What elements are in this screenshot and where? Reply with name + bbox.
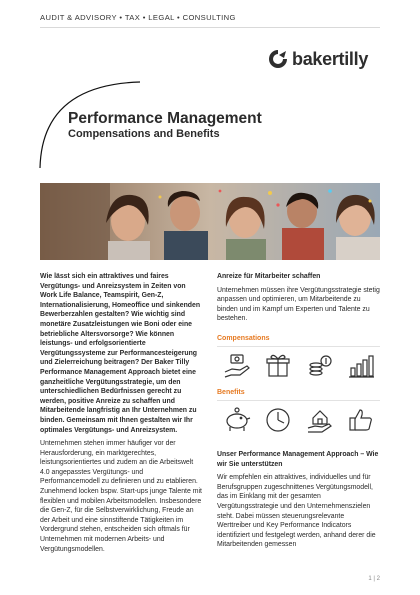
compensations-label: Compensations: [217, 335, 270, 342]
house-hand-icon: [305, 406, 335, 434]
brand-name: bakertilly: [292, 48, 369, 69]
compensation-icons: [222, 352, 376, 380]
gift-box-icon: [263, 352, 293, 380]
tagline: AUDIT & ADVISORY • TAX • LEGAL • CONSULTING: [40, 13, 236, 22]
right-column: [217, 272, 380, 330]
hero-photo: [40, 183, 380, 260]
coins-stack-icon: [305, 352, 335, 380]
page-subtitle: Compensations and Benefits: [68, 128, 220, 140]
approach-section: [217, 450, 380, 556]
benefits-divider: [217, 400, 380, 401]
benefits-label: Benefits: [217, 389, 245, 396]
benefit-icons: [222, 406, 376, 434]
page-title: Performance Management: [68, 110, 262, 127]
incentives-heading: Anreize für Mitarbeiter schaffen: [217, 273, 321, 280]
thumbs-up-icon: [346, 406, 376, 434]
approach-paragraph: Wir empfehlen ein attraktives, individuelles und für Berufsgruppen zugeschnittenes Vergütungsmodell, das im Einklang mit der gesamten Vergütungsstrategie und den Unternehmenszielen steht. Dabei müssen steuerungsrelevante Werttreiber und Key Performance Indicators identifiziert und festgelegt werden, anhand derer die Mitarbeitenden gemessen: [217, 474, 376, 549]
money-hand-icon: [222, 352, 252, 380]
body-paragraph: Unternehmen stehen immer häufiger vor der Herausforderung, ein marktgerechtes, leistungsorientiertes und zudem an die Arbeitswelt 4.0 angepasstes Vergütungs- und Performancemodell zu definieren und zu etablieren. Zunehmend locken bspw. Start-ups junge Talente mit flexiblen und mobilen Arbeitsmodellen. Insbesondere die Gen-Z, für die Selbstverwirklichung, Freude an der Arbeit und eine sinnstiftende Tätigkeiten im Vordergrund stehen, entscheiden sich oftmals für Unternehmen mit modernen Arbeits- und Vergütungsmodellen.: [40, 440, 202, 553]
piggy-bank-icon: [222, 406, 252, 434]
compensations-divider: [217, 346, 380, 347]
approach-heading: Unser Performance Management Approach – Wie wir Sie unterstützen: [217, 451, 379, 468]
page-number: 1 | 2: [368, 576, 380, 582]
incentives-paragraph: Unternehmen müssen ihre Vergütungsstrategie stetig anpassen und optimieren, um Mitarbeitende zu binden und im Kampf um Experten und Talente zu bestehen.: [217, 286, 380, 323]
bar-chart-icon: [346, 352, 376, 380]
clock-icon: [263, 406, 293, 434]
intro-paragraph: Wie lässt sich ein attraktives und faires Vergütungs- und Anreizsystem in Zeiten von Work Life Balance, Teamspirit, Gen-Z, Internationalisierung, Homeoffice und sinkenden Bewerberzahlen gestalten? Wie wichtig sind monetäre Zusatzleistungen wie Boni oder eine betriebliche Altersvorsorge? Wie können leistungs- und erfolgsorientierte Vergütungssysteme zur Performancesteigerung und Zielerreichung beitragen? Der Baker Tilly Performance Management Approach bietet eine ganzheitliche Vergütungsstrategie, um den unterschiedlichen Bedürfnissen gerecht zu werden, positive Anreize zu schaffen und Mitarbeitende langfristig an Ihr Unternehmen zu binden. Gemeinsam mit Ihnen gestalten wir Ihr optimales Vergütungs- und Anreizsystem.: [40, 273, 201, 434]
left-column: [40, 272, 203, 558]
